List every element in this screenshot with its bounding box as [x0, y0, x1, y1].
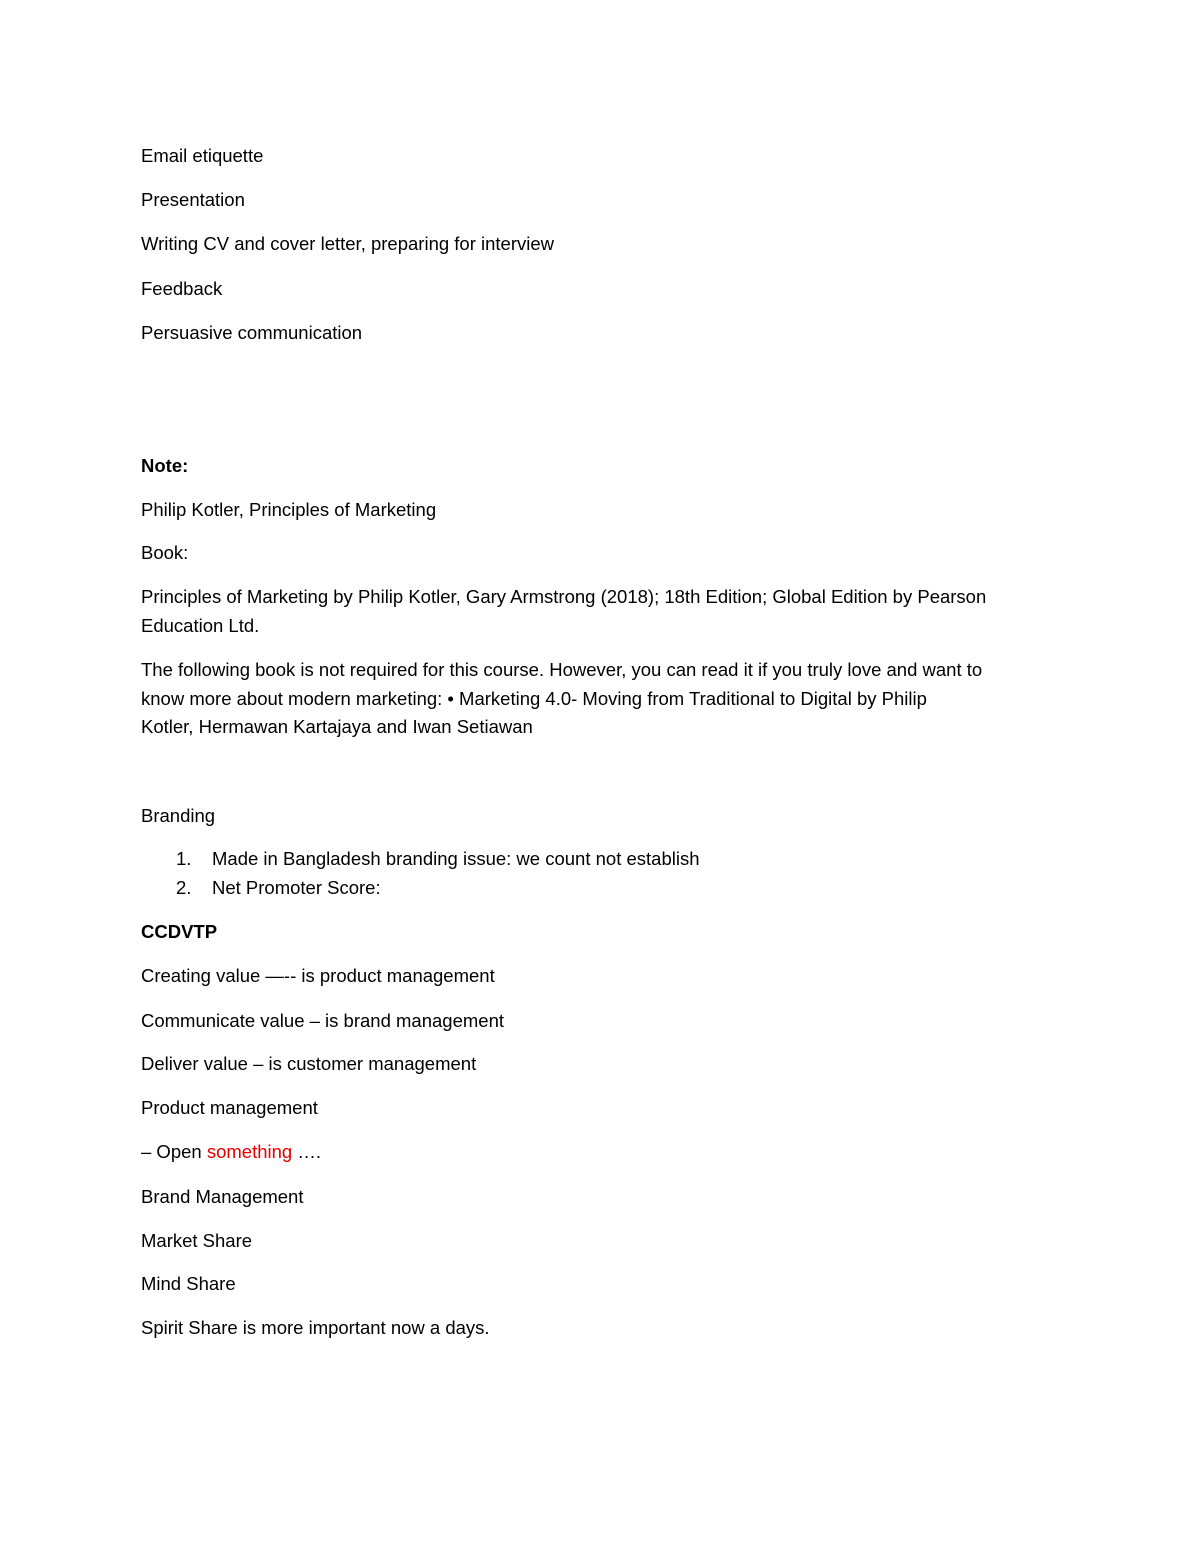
- list-item-number: 2.: [176, 877, 192, 898]
- list-item: [176, 844, 700, 873]
- book-optional-line2: know more about modern marketing: • Marketing 4.0- Moving from Traditional to Digital by Philip: [141, 688, 927, 709]
- list-item-text: Made in Bangladesh branding issue: we count not establish: [212, 848, 700, 869]
- ccdvtp-line-deliver: Deliver value – is customer management: [141, 1053, 477, 1074]
- topic-writing-cv: Writing CV and cover letter, preparing for interview: [141, 233, 555, 254]
- list-item-text: Net Promoter Score:: [212, 877, 381, 898]
- book-main-line1: Principles of Marketing by Philip Kotler, Gary Armstrong (2018); 18th Edition; Global Edition by Pearson: [141, 586, 987, 607]
- share-market-share: Market Share: [141, 1230, 253, 1251]
- book-optional-line1: The following book is not required for this course. However, you can read it if you truly love and want to: [141, 659, 983, 680]
- book-heading: Book:: [141, 542, 189, 563]
- list-item-number: 1.: [176, 848, 192, 869]
- ccdvtp-line-communicate: Communicate value – is brand management: [141, 1010, 504, 1031]
- branding-heading: Branding: [141, 805, 216, 826]
- share-mind-share: Mind Share: [141, 1273, 236, 1294]
- open-suffix: ….: [292, 1141, 321, 1162]
- ccdvtp-line-product: Product management: [141, 1097, 318, 1118]
- ccdvtp-heading: CCDVTP: [141, 921, 218, 942]
- topic-feedback: Feedback: [141, 278, 223, 299]
- topic-email-etiquette: Email etiquette: [141, 145, 264, 166]
- topic-persuasive-communication: Persuasive communication: [141, 322, 363, 343]
- ccdvtp-line-creating: Creating value —-- is product management: [141, 965, 495, 986]
- list-item: [176, 873, 381, 902]
- book-main-line2: Education Ltd.: [141, 615, 260, 636]
- book-optional-line3: Kotler, Hermawan Kartajaya and Iwan Setiawan: [141, 716, 533, 737]
- open-prefix: – Open: [141, 1141, 207, 1162]
- highlighted-word: something: [206, 1141, 293, 1162]
- share-spirit-share: Spirit Share is more important now a days.: [141, 1317, 490, 1338]
- open-something-line: [141, 1137, 1061, 1166]
- note-text: Philip Kotler, Principles of Marketing: [141, 499, 437, 520]
- topic-presentation: Presentation: [141, 189, 245, 210]
- note-heading: Note:: [141, 455, 189, 476]
- share-brand-management: Brand Management: [141, 1186, 304, 1207]
